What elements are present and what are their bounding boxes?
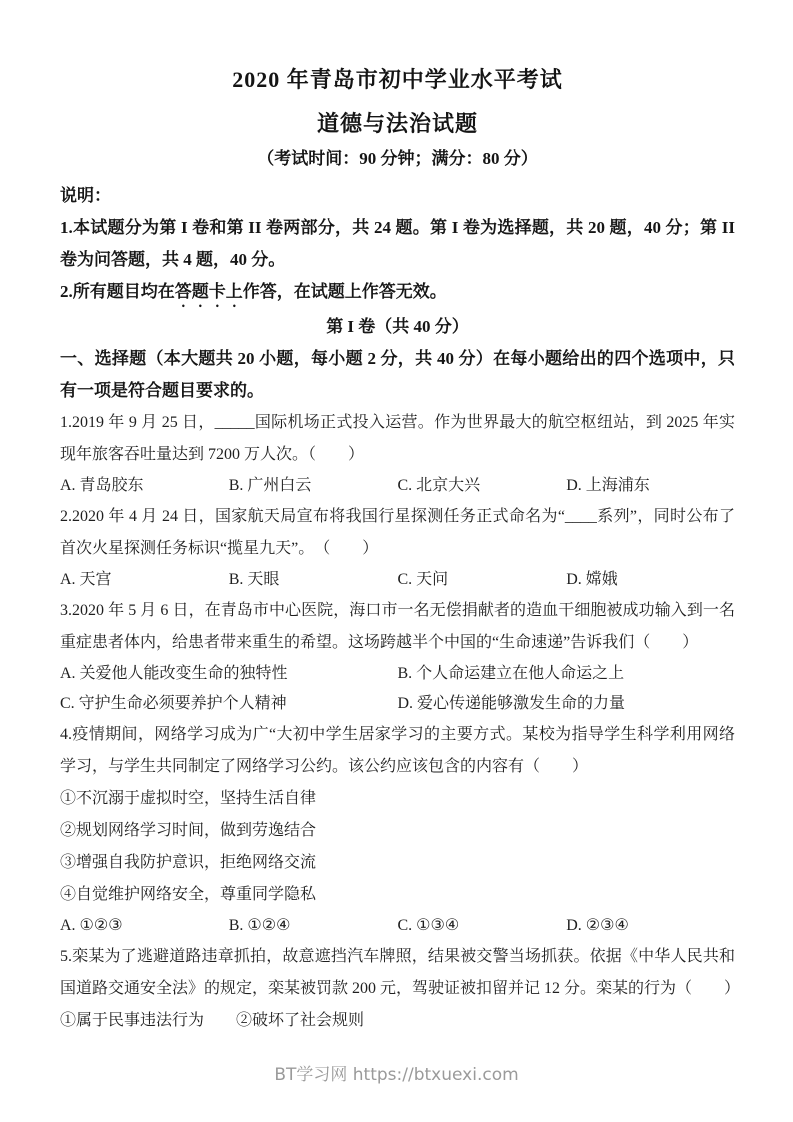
option-b: B. 广州白云 <box>228 477 312 494</box>
option-d: D. 上海浦东 <box>566 477 650 494</box>
question-4 <box>60 719 735 941</box>
footer-site-link[interactable]: BT学习网 https://btxuexi.com <box>274 1065 519 1085</box>
option-a: A. 关爱他人能改变生命的独特性 <box>60 665 288 682</box>
question-2 <box>60 501 735 595</box>
page-title: 2020 年青岛市初中学业水平考试 <box>232 67 563 92</box>
option-b: B. ①②④ <box>228 917 291 934</box>
section-1-heading: 第 I 卷（共 40 分） <box>326 317 469 336</box>
exam-info: （考试时间：90 分钟；满分：80 分） <box>257 149 538 168</box>
question-3-text: 3.2020 年 5 月 6 日，在青岛市中心医院，海口市一名无偿捐献者的造血干细胞被成功输入到一名重症患者体内，给患者带来重生的希望。这场跨越半个中国的“生命速递”告诉我们（ ） <box>60 602 735 651</box>
option-d: D. 嫦娥 <box>566 571 618 588</box>
option-d: D. 爱心传递能够激发生命的力量 <box>397 695 626 712</box>
note-item-2 <box>60 276 735 311</box>
note-item-1: 1.本试题分为第 I 卷和第 II 卷两部分，共 24 题。第 I 卷为选择题，共 20 题，40 分；第 II 卷为问答题，共 4 题，40 分。 <box>60 218 735 269</box>
option-c: C. 天问 <box>397 571 449 588</box>
question-1-options <box>60 471 735 501</box>
question-5-item-1: ①属于民事违法行为 ②破坏了社会规则 <box>60 1012 365 1029</box>
option-c: C. 北京大兴 <box>397 477 481 494</box>
option-a: A. ①②③ <box>60 917 123 934</box>
option-c: C. ①③④ <box>397 917 460 934</box>
option-a: A. 天宫 <box>60 571 112 588</box>
question-4-item-2: ②规划网络学习时间，做到劳逸结合 <box>60 822 317 839</box>
option-b: B. 个人命运建立在他人命运之上 <box>397 665 625 682</box>
question-2-text: 2.2020 年 4 月 24 日，国家航天局宣布将我国行星探测任务正式命名为“____系列”，同时公布了首次火星探测任务标识“揽星九天”。 （ ） <box>60 508 735 557</box>
note-item-2-prefix: 2.所有题目均在 <box>60 282 175 301</box>
question-4-item-1: ①不沉溺于虚拟时空，坚持生活自律 <box>60 790 317 807</box>
option-a: A. 青岛胶东 <box>60 477 144 494</box>
question-2-options <box>60 565 735 595</box>
question-4-options <box>60 911 735 941</box>
question-4-text: 4.疫情期间，网络学习成为广“大初中学生居家学习的主要方式。某校为指导学生科学利用网络学习，与学生共同制定了网络学习公约。该公约应该包含的内容有（ ） <box>60 726 735 775</box>
option-d: D. ②③④ <box>566 917 629 934</box>
note-item-2-suffix: 作答，在试题上作答无效。 <box>242 282 447 301</box>
watermark-footer <box>0 1062 793 1088</box>
option-c: C. 守护生命必须要养护个人精神 <box>60 695 287 712</box>
question-5 <box>60 941 741 1037</box>
note-item-2-emphasis: 答题卡上 <box>174 282 243 301</box>
question-3-options-row-2 <box>60 689 735 719</box>
question-3 <box>60 595 735 719</box>
question-3-options-row-1 <box>60 659 735 689</box>
option-b: B. 天眼 <box>228 571 280 588</box>
notes-heading: 说明： <box>60 186 111 205</box>
question-4-item-4: ④自觉维护网络安全，尊重同学隐私 <box>60 886 317 903</box>
question-4-item-3: ③增强自我防护意识，拒绝网络交流 <box>60 854 317 871</box>
page-subtitle: 道德与法治试题 <box>316 111 478 136</box>
question-5-text: 5.栾某为了逃避道路违章抓拍，故意遮挡汽车牌照，结果被交警当场抓获。依据《中华人民共和国道路交通安全法》的规定，栾某被罚款 200 元，驾驶证被扣留并记 12 分。栾某的行为（ ） <box>60 948 741 997</box>
section-1-intro: 一、选择题（本大题共 20 小题，每小题 2 分，共 40 分）在每小题给出的四个选项中，只有一项是符合题目要求的。 <box>60 349 735 400</box>
question-1 <box>60 407 735 501</box>
question-1-text: 1.2019 年 9 月 25 日，_____国际机场正式投入运营。作为世界最大的航空枢纽站，到 2025 年实现年旅客吞吐量达到 7200 万人次。（ ） <box>60 414 735 463</box>
